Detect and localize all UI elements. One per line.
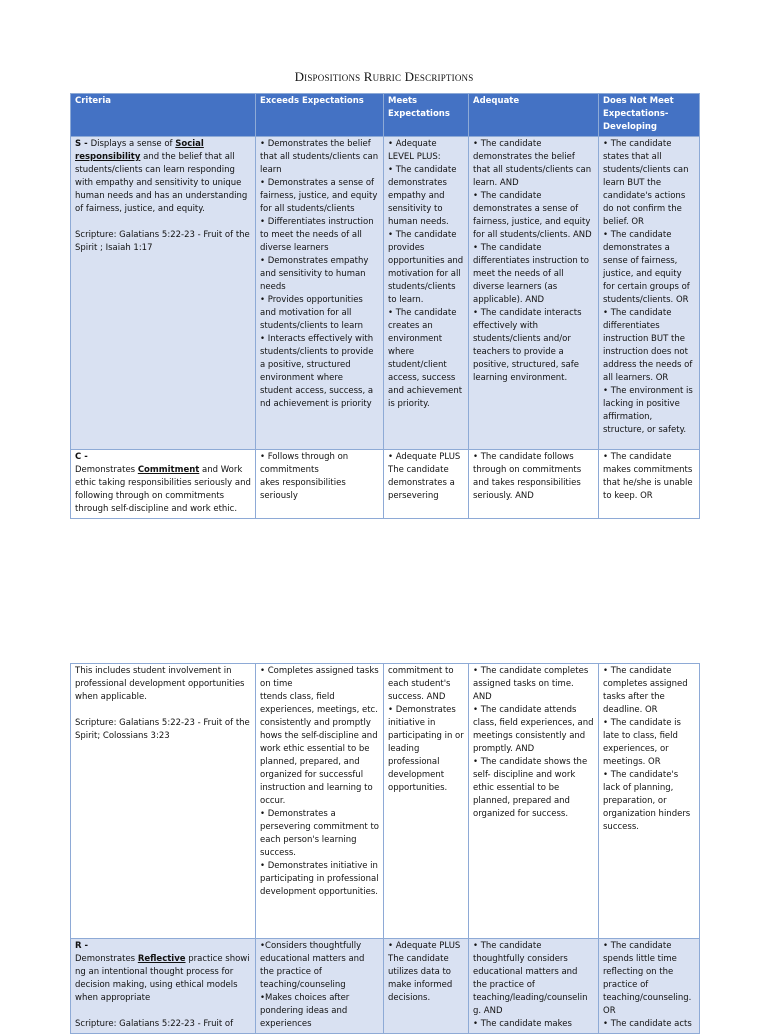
criteria-description: and the belief that all students/clients can learn responding with empathy and sensitivity to unique human needs and has an understanding of fairness, justice, and equity. Scripture: Galatians 5:22-23 - Fruit of the Spirit ; Isaiah 1:17 — [75, 152, 250, 253]
page-title: Dispositions Rubric Descriptions — [294, 69, 474, 84]
criteria-cell: This includes student involvement in professional development opportunities when applicable. Scripture: Galatians 5:22-23 - Fruit of the Spirit; Colossians 3:23 — [71, 664, 256, 939]
developing-cell: • The candidate completes assigned tasks after the deadline. OR • The candidate is late to class, field experiences, or meetings. OR • The candidate's lack of planning, preparation, or organization hinders success. — [599, 664, 700, 939]
header-criteria: Criteria — [71, 94, 256, 137]
exceeds-cell: • Completes assigned tasks on time ttends class, field experiences, meetings, etc. consistently and promptly hows the self-discipline and work ethic essential to be planned, prepared, and organized for successful instruction and learning to occur. • Demonstrates a persevering commitment to each person's learning success. • Demonstrates initiative in participating in professional development opportunities. — [256, 664, 384, 939]
developing-cell: • The candidate makes commitments that he/she is unable to keep. OR — [599, 450, 700, 519]
exceeds-cell: •Considers thoughtfully educational matters and the practice of teaching/counseling •Makes choices after pondering ideas and experiences — [256, 939, 384, 1034]
criteria-description: and Work ethic taking responsibilities seriously and following through on commitments through self-discipline and work ethic. — [75, 465, 251, 514]
header-meets: Meets Expectations — [384, 94, 469, 137]
table-row-reflective — [71, 939, 700, 1034]
criteria-letter: S - — [75, 139, 91, 149]
criteria-prefix: Demonstrates — [75, 465, 138, 475]
table-row-social — [71, 137, 700, 450]
header-adequate: Adequate — [469, 94, 599, 137]
criteria-cell — [71, 137, 256, 450]
meets-cell: commitment to each student's success. AND • Demonstrates initiative in participating in or leading professional development opportunities. — [384, 664, 469, 939]
adequate-cell: • The candidate demonstrates the belief that all students/clients can learn. AND • The candidate demonstrates a sense of fairness, justice, and equity for all students/clients. AND • The candidate differentiates instruction to meet the needs of all diverse learners (as applicable). AND • The candidate interacts effectively with students/clients and/or teachers to provide a positive, structured, safe learning environment. — [469, 137, 599, 450]
criteria-letter: R - — [75, 941, 89, 951]
adequate-cell: • The candidate follows through on commitments and takes responsibilities seriously. AND — [469, 450, 599, 519]
header-exceeds: Exceeds Expectations — [256, 94, 384, 137]
meets-cell: • Adequate PLUS The candidate demonstrates a persevering — [384, 450, 469, 519]
exceeds-cell: • Demonstrates the belief that all students/clients can learn • Demonstrates a sense of fairness, justice, and equity for all students/clients • Differentiates instruction to meet the needs of all diverse learners • Demonstrates empathy and sensitivity to human needs • Provides opportunities and motivation for all students/clients to learn • Interacts effectively with students/clients to provide a positive, structured environment where student access, success, a nd achievement is priority — [256, 137, 384, 450]
meets-cell: • Adequate PLUS The candidate utilizes data to make informed decisions. — [384, 939, 469, 1034]
criteria-description: practice showi ng an intentional thought process for decision making, using ethical models when appropriate Scripture: Galatians 5:22-23 - Fruit of — [75, 954, 250, 1029]
criteria-keyword: Social responsibility — [75, 139, 204, 162]
header-developing: Does Not Meet Expectations- Developing — [599, 94, 700, 137]
criteria-prefix: Displays a sense of — [90, 139, 176, 149]
criteria-cell — [71, 939, 256, 1034]
adequate-cell: • The candidate completes assigned tasks on time. AND • The candidate attends class, field experiences, and meetings consistently and promptly. AND • The candidate shows the self- discipline and work ethic essential to be planned, prepared and organized for success. — [469, 664, 599, 939]
adequate-cell: • The candidate thoughtfully considers educational matters and the practice of teaching/leading/counselin g. AND • The candidate makes — [469, 939, 599, 1034]
criteria-prefix: Demonstrates — [75, 954, 138, 964]
exceeds-cell: • Follows through on commitments akes responsibilities seriously — [256, 450, 384, 519]
header-row — [71, 94, 700, 137]
rubric-table-continued — [70, 663, 700, 1034]
criteria-cell — [71, 450, 256, 519]
table-row-commitment — [71, 450, 700, 519]
developing-cell: • The candidate states that all students/clients can learn BUT the candidate's actions do not confirm the belief. OR • The candidate demonstrates a sense of fairness, justice, and equity for certain groups of students/clients. OR • The candidate differentiates instruction BUT the instruction does not address the needs of all learners. OR • The environment is lacking in positive affirmation, structure, or safety. — [599, 137, 700, 450]
rubric-table-top — [70, 93, 700, 519]
meets-cell: • Adequate LEVEL PLUS: • The candidate demonstrates empathy and sensitivity to human needs. • The candidate provides opportunities and motivation for all students/clients to learn. • The candidate creates an environment where student/client access, success and achievement is priority. — [384, 137, 469, 450]
criteria-keyword: Reflective — [137, 954, 186, 964]
criteria-keyword: Commitment — [137, 465, 200, 475]
criteria-letter: C - — [75, 452, 88, 462]
developing-cell: • The candidate spends little time reflecting on the practice of teaching/counseling. OR • The candidate acts — [599, 939, 700, 1034]
table-row-commitment-continued — [71, 664, 700, 939]
